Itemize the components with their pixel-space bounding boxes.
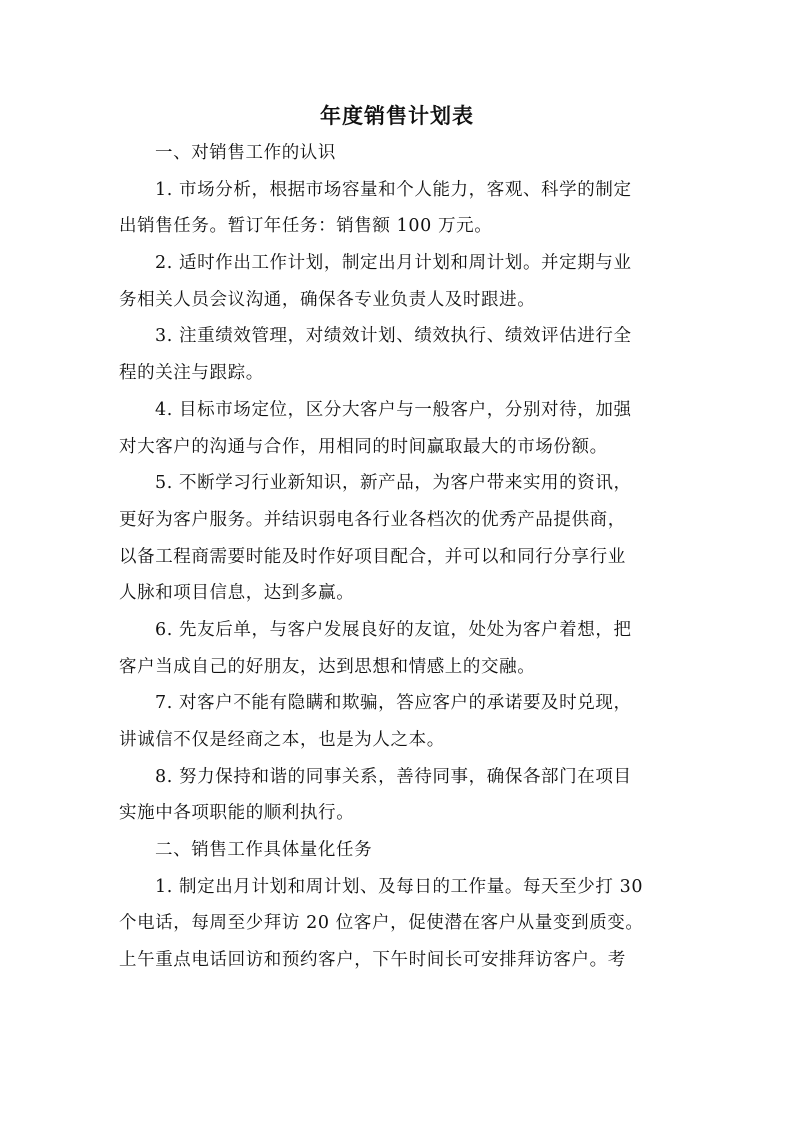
- text-line: 个电话，每周至少拜访 20 位客户，促使潜在客户从量变到质变。: [119, 913, 644, 934]
- text-line: 客户当成自己的好朋友，达到思想和情感上的交融。: [119, 656, 536, 677]
- text-line: 7. 对客户不能有隐瞒和欺骗，答应客户的承诺要及时兑现，: [155, 693, 632, 714]
- text-line: 上午重点电话回访和预约客户，下午时间长可安排拜访客户。考: [119, 950, 626, 971]
- text-line: 5. 不断学习行业新知识，新产品，为客户带来实用的资讯，: [155, 473, 632, 494]
- text-line: 人脉和项目信息，达到多赢。: [119, 583, 355, 604]
- text-line: 一、对销售工作的认识: [155, 143, 336, 163]
- text-line: 更好为客户服务。并结识弱电各行业各档次的优秀产品提供商，: [119, 509, 626, 530]
- text-line: 1. 市场分析，根据市场容量和个人能力，客观、科学的制定: [155, 179, 632, 200]
- text-line: 实施中各项职能的顺利执行。: [119, 803, 355, 824]
- text-line: 2. 适时作出工作计划，制定出月计划和周计划。并定期与业: [155, 253, 632, 274]
- text-line: 对大客户的沟通与合作，用相同的时间赢取最大的市场份额。: [119, 436, 608, 457]
- text-line: 以备工程商需要时能及时作好项目配合，并可以和同行分享行业: [119, 546, 626, 567]
- text-line: 8. 努力保持和谐的同事关系，善待同事，确保各部门在项目: [155, 766, 632, 787]
- text-line: 程的关注与跟踪。: [119, 363, 264, 384]
- text-line: 6. 先友后单，与客户发展良好的友谊，处处为客户着想，把: [155, 619, 632, 640]
- text-line: 务相关人员会议沟通，确保各专业负责人及时跟进。: [119, 289, 536, 310]
- text-line: 讲诚信不仅是经商之本，也是为人之本。: [119, 730, 445, 750]
- text-line: 4. 目标市场定位，区分大客户与一般客户，分别对待，加强: [155, 399, 632, 420]
- text-line: 出销售任务。暂订年任务：销售额 100 万元。: [119, 216, 493, 237]
- text-line: 二、销售工作具体量化任务: [155, 840, 373, 861]
- document-body: [119, 135, 679, 979]
- document-title: 年度销售计划表: [320, 103, 474, 128]
- text-line: 3. 注重绩效管理，对绩效计划、绩效执行、绩效评估进行全: [155, 326, 632, 347]
- text-line: 1. 制定出月计划和周计划、及每日的工作量。每天至少打 30: [155, 876, 644, 897]
